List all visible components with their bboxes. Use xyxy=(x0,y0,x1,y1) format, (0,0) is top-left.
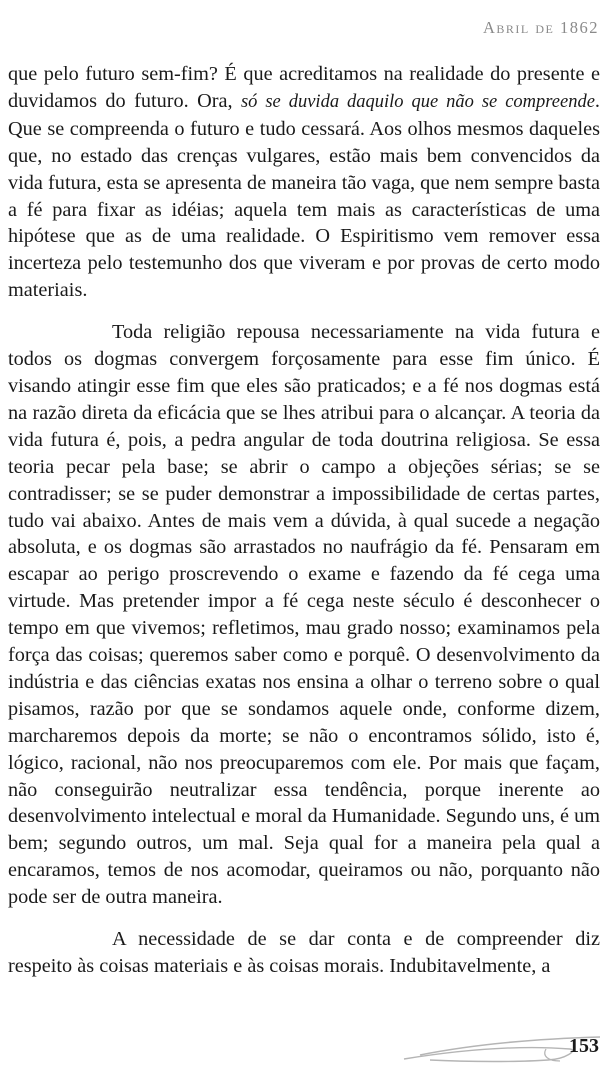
swoosh-ornament xyxy=(0,1023,607,1073)
paragraph-2 xyxy=(8,319,600,911)
text-run: A necessidade de se dar conta e de compreender diz respeito às coisas materiais e às coisas morais. Indubitavelmente, a xyxy=(8,928,600,977)
italic-emphasis: só se duvida daquilo que não se compreende xyxy=(240,91,595,112)
page-number: 153 xyxy=(569,1035,599,1057)
text-run: . Que se compreenda o futuro e tudo cessará. Aos olhos mesmos daqueles que, no estado das crenças vulgares, estão mais bem convencidos da vida futura, esta se apresenta de maneira tão vaga, que nem sempre basta a fé para fixar as idéias; aquela tem mais as características de uma hipótese que as de uma realidade. O Espiritismo vem remover essa incerteza pelo testemunho dos que viveram e por provas de certo modo materiais. xyxy=(8,89,600,302)
text-run: Toda religião repousa necessariamente na vida futura e todos os dogmas convergem forçosamente para esse fim único. É visando atingir esse fim que eles são praticados; e a fé nos dogmas está na razão direta da eficácia que se lhes atribui para o alcançar. A teoria da vida futura é, pois, a pedra angular de toda doutrina religiosa. Se essa teoria pecar pela base; se abrir o campo a objeções sérias; se se contradisser; se se puder demonstrar a impossibilidade de certas partes, tudo vai abaixo. Antes de mais vem a dúvida, à qual sucede a negação absoluta, e os dogmas são arrastados no naufrágio da fé. Pensaram em escapar ao perigo proscrevendo o exame e fazendo da fé cega uma virtude. Mas pretender impor a fé cega neste século é desconhecer o tempo em que vivemos; refletimos, mau grado nosso; examinamos pela força das coisas; queremos saber como e porquê. O desenvolvimento da indústria e das ciências exatas nos ensina a olhar o terreno sobre o qual pisamos, razão por que se sondamos aquele onde, conforme dizem, marcharemos depois da morte; se não o encontramos sólido, isto é, lógico, racional, não nos preocuparemos com ele. Por mais que façam, não conseguirão neutralizar essa tendência, porque inerente ao desenvolvimento intelectual e moral da Humanidade. Segundo uns, é um bem; segundo outros, um mal. Seja qual for a maneira pela qual a encaramos, temos de nos acomodar, queiramos ou não, porquanto não pode ser de outra maneira. xyxy=(8,321,600,909)
body-text xyxy=(8,61,600,980)
running-header: Abril de 1862 xyxy=(483,18,599,37)
text-run: que pelo futuro sem-fim? É que acreditamos na realidade do presente e duvidamos do futuro. Ora, xyxy=(8,63,600,112)
paragraph-1 xyxy=(8,61,600,304)
paragraph-3 xyxy=(8,926,600,980)
page-footer xyxy=(0,1023,607,1073)
